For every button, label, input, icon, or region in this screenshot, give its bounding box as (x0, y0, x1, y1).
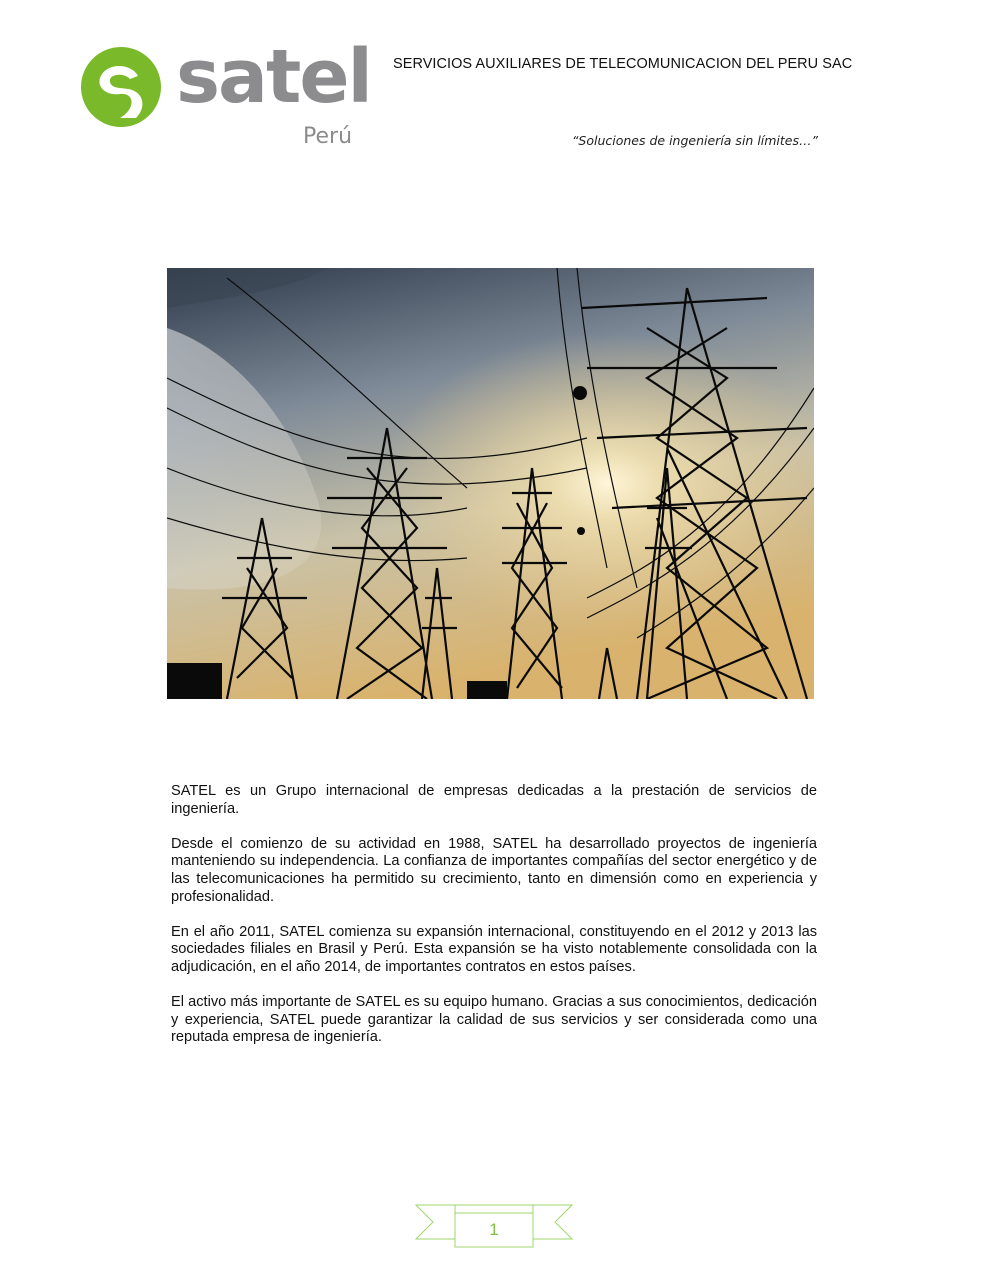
satel-logo (80, 34, 371, 156)
slogan: “Soluciones de ingeniería sin límites…” (571, 133, 818, 148)
satel-s-circle-icon (80, 46, 162, 128)
company-name: SERVICIOS AUXILIARES DE TELECOMUNICACION DEL PERU SAC (393, 56, 853, 72)
hero-image-transmission-towers (167, 268, 814, 699)
page-number: 1 (489, 1220, 499, 1239)
logo-wordmark: satel (176, 34, 371, 120)
body-text (171, 783, 817, 1065)
paragraph-expansion: En el año 2011, SATEL comienza su expansión internacional, constituyendo en el 2012 y 2013 las sociedades filiales en Brasil y Perú. Esta expansión se ha visto notablemente consolidada con la adjudicación, en el año 2014, de importantes contratos en estos países. (171, 923, 817, 975)
paragraph-intro: SATEL es un Grupo internacional de empresas dedicadas a la prestación de servicios de ingeniería. (171, 783, 817, 817)
logo-subtitle: Perú (303, 124, 353, 149)
transmission-towers-illustration (167, 268, 814, 699)
paragraph-team: El activo más importante de SATEL es su equipo humano. Gracias a sus conocimientos, dedicación y experiencia, SATEL puede garantizar la calidad de sus servicios y ser considerada como una reputada empresa de ingeniería. (171, 994, 817, 1046)
paragraph-history: Desde el comienzo de su actividad en 1988, SATEL ha desarrollado proyectos de ingeniería manteniendo su independencia. La confianza de importantes compañías del sector energético y de las telecomunicaciones ha permitido su crecimiento, tanto en dimensión como en experiencia y profesionalidad. (171, 835, 817, 905)
